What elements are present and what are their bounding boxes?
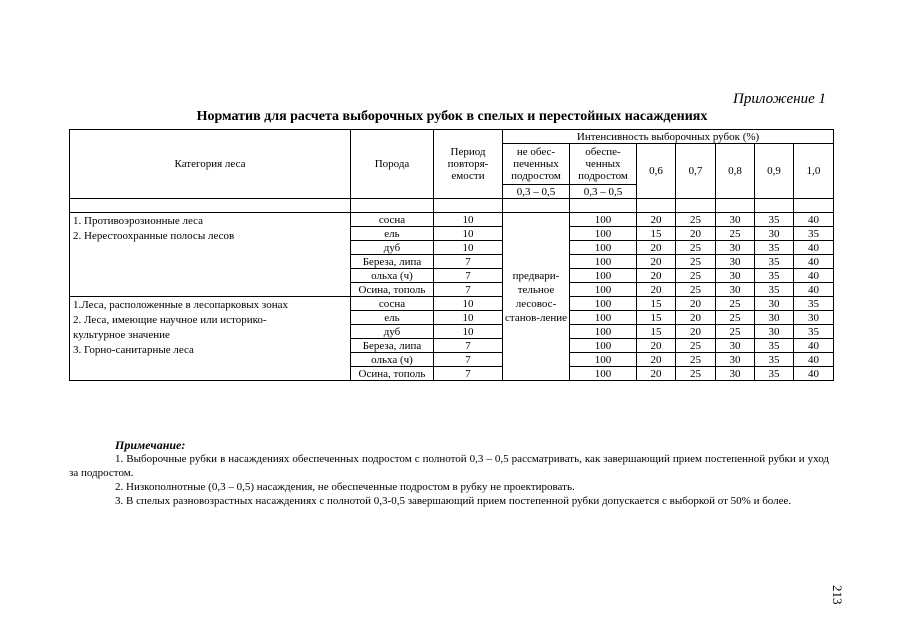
intensity-value-cell: 25 — [676, 213, 716, 227]
intensity-value-cell: 30 — [716, 213, 755, 227]
intensity-value-cell: 35 — [755, 241, 794, 255]
intensity-value-cell: 25 — [676, 255, 716, 269]
table-row — [70, 213, 834, 227]
header-density-09: 0,9 — [755, 144, 794, 199]
secured-cell: 100 — [570, 213, 637, 227]
intensity-value-cell: 30 — [755, 227, 794, 241]
category-line: 2. Нерестоохранные полосы лесов — [73, 230, 235, 242]
header-secured: обеспе-ченных подростом — [570, 144, 637, 185]
intensity-value-cell: 40 — [794, 283, 834, 297]
period-cell: 7 — [434, 367, 503, 381]
period-cell: 7 — [434, 269, 503, 283]
header-range-secured: 0,3 – 0,5 — [570, 185, 637, 199]
intensity-value-cell: 30 — [716, 241, 755, 255]
species-cell: сосна — [351, 297, 434, 311]
period-cell: 10 — [434, 311, 503, 325]
period-cell: 7 — [434, 283, 503, 297]
header-range-not-secured: 0,3 – 0,5 — [503, 185, 570, 199]
document-title: Норматив для расчета выборочных рубок в спелых и перестойных насаждениях — [196, 109, 708, 124]
intensity-value-cell: 35 — [755, 213, 794, 227]
species-cell: ольха (ч) — [351, 269, 434, 283]
species-cell: Осина, тополь — [351, 367, 434, 381]
intensity-value-cell: 25 — [676, 367, 716, 381]
species-cell: дуб — [351, 325, 434, 339]
category-line: 3. Горно-санитарные леса — [73, 344, 194, 356]
intensity-value-cell: 25 — [676, 353, 716, 367]
intensity-value-cell: 25 — [716, 297, 755, 311]
header-not-secured: не обес-печенных подростом — [503, 144, 570, 185]
intensity-value-cell: 20 — [676, 325, 716, 339]
species-cell: Береза, липа — [351, 255, 434, 269]
notes-heading: Примечание: — [115, 438, 186, 452]
spacer-row — [70, 199, 834, 213]
period-cell: 7 — [434, 339, 503, 353]
species-cell: сосна — [351, 213, 434, 227]
intensity-value-cell: 40 — [794, 255, 834, 269]
intensity-value-cell: 20 — [637, 269, 676, 283]
intensity-value-cell: 35 — [794, 297, 834, 311]
secured-cell: 100 — [570, 367, 637, 381]
notes-section — [69, 438, 829, 508]
secured-cell: 100 — [570, 297, 637, 311]
intensity-value-cell: 30 — [716, 255, 755, 269]
header-density-07: 0,7 — [676, 144, 716, 199]
intensity-value-cell: 35 — [755, 367, 794, 381]
intensity-value-cell: 20 — [637, 213, 676, 227]
secured-cell: 100 — [570, 241, 637, 255]
period-cell: 7 — [434, 255, 503, 269]
period-cell: 10 — [434, 227, 503, 241]
category-line: 2. Леса, имеющие научное или историко- — [73, 314, 267, 326]
header-period: Период повторя-емости — [434, 130, 503, 199]
intensity-value-cell: 25 — [676, 241, 716, 255]
intensity-value-cell: 25 — [716, 227, 755, 241]
appendix-label: Приложение 1 — [733, 91, 826, 107]
intensity-value-cell: 35 — [755, 269, 794, 283]
header-intensity: Интенсивность выборочных рубок (%) — [503, 130, 834, 144]
intensity-value-cell: 30 — [794, 311, 834, 325]
intensity-value-cell: 20 — [637, 339, 676, 353]
secured-cell: 100 — [570, 353, 637, 367]
category-line: 1. Противоэрозионные леса — [73, 215, 204, 227]
intensity-value-cell: 25 — [676, 339, 716, 353]
species-cell: ель — [351, 311, 434, 325]
category-cell — [70, 297, 351, 381]
period-cell: 10 — [434, 325, 503, 339]
intensity-value-cell: 40 — [794, 241, 834, 255]
intensity-value-cell: 35 — [794, 227, 834, 241]
intensity-value-cell: 30 — [716, 283, 755, 297]
page-number: 213 — [830, 585, 845, 605]
intensity-value-cell: 15 — [637, 325, 676, 339]
intensity-value-cell: 15 — [637, 297, 676, 311]
intensity-value-cell: 25 — [676, 283, 716, 297]
secured-cell: 100 — [570, 227, 637, 241]
intensity-value-cell: 20 — [637, 367, 676, 381]
species-cell: Береза, липа — [351, 339, 434, 353]
intensity-value-cell: 30 — [716, 353, 755, 367]
category-line: культурное значение — [73, 329, 170, 341]
intensity-value-cell: 35 — [755, 353, 794, 367]
intensity-value-cell: 20 — [676, 311, 716, 325]
intensity-value-cell: 20 — [676, 227, 716, 241]
period-cell: 10 — [434, 297, 503, 311]
intensity-value-cell: 40 — [794, 269, 834, 283]
header-density-08: 0,8 — [716, 144, 755, 199]
intensity-value-cell: 35 — [755, 339, 794, 353]
intensity-value-cell: 30 — [716, 269, 755, 283]
intensity-value-cell: 30 — [755, 311, 794, 325]
period-cell: 7 — [434, 353, 503, 367]
secured-cell: 100 — [570, 255, 637, 269]
note-item: 1. Выборочные рубки в насаждениях обеспеченных подростом с полнотой 0,3 – 0,5 рассматривать, как завершающий прием постепенной рубки и уход за подростом. — [69, 453, 829, 479]
intensity-value-cell: 35 — [794, 325, 834, 339]
secured-cell: 100 — [570, 325, 637, 339]
period-cell: 10 — [434, 213, 503, 227]
note-item: 2. Низкополнотные (0,3 – 0,5) насаждения, не обеспеченные подростом в рубку не проектировать. — [115, 481, 575, 493]
header-density-06: 0,6 — [637, 144, 676, 199]
category-cell — [70, 213, 351, 297]
secured-cell: 100 — [570, 269, 637, 283]
note-item: 3. В спелых разновозрастных насаждениях с полнотой 0,3-0,5 завершающий прием постепенной рубки допускается с выборкой от 50% и более. — [115, 495, 792, 507]
intensity-value-cell: 25 — [716, 311, 755, 325]
species-cell: ольха (ч) — [351, 353, 434, 367]
intensity-value-cell: 20 — [676, 297, 716, 311]
intensity-value-cell: 30 — [755, 325, 794, 339]
intensity-value-cell: 30 — [716, 339, 755, 353]
species-cell: ель — [351, 227, 434, 241]
norm-table — [69, 129, 834, 381]
intensity-value-cell: 25 — [716, 325, 755, 339]
intensity-value-cell: 20 — [637, 241, 676, 255]
intensity-value-cell: 15 — [637, 227, 676, 241]
header-density-10: 1,0 — [794, 144, 834, 199]
intensity-value-cell: 40 — [794, 353, 834, 367]
secured-cell: 100 — [570, 283, 637, 297]
intensity-value-cell: 20 — [637, 283, 676, 297]
table-row — [70, 297, 834, 311]
intensity-value-cell: 20 — [637, 255, 676, 269]
category-line: 1.Леса, расположенные в лесопарковых зонах — [73, 299, 288, 311]
intensity-value-cell: 40 — [794, 367, 834, 381]
intensity-value-cell: 40 — [794, 339, 834, 353]
header-species: Порода — [351, 130, 434, 199]
secured-cell: 100 — [570, 311, 637, 325]
secured-cell: 100 — [570, 339, 637, 353]
species-cell: дуб — [351, 241, 434, 255]
period-cell: 10 — [434, 241, 503, 255]
intensity-value-cell: 30 — [716, 367, 755, 381]
intensity-value-cell: 35 — [755, 255, 794, 269]
intensity-value-cell: 40 — [794, 213, 834, 227]
intensity-value-cell: 15 — [637, 311, 676, 325]
species-cell: Осина, тополь — [351, 283, 434, 297]
intensity-value-cell: 35 — [755, 283, 794, 297]
intensity-value-cell: 25 — [676, 269, 716, 283]
intensity-value-cell: 30 — [755, 297, 794, 311]
header-category: Категория леса — [70, 130, 351, 199]
reforestation-cell: предвари-тельное лесовос-станов-ление — [503, 213, 570, 381]
intensity-value-cell: 20 — [637, 353, 676, 367]
